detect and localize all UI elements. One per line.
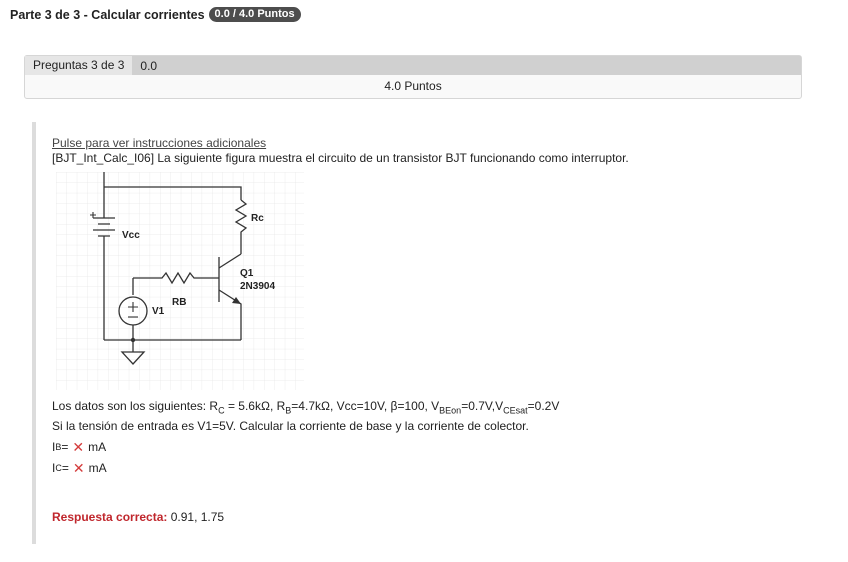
answer-eq: =: [61, 461, 69, 475]
wrong-x-icon: ✕: [72, 439, 85, 455]
correct-answer: [52, 510, 224, 524]
answer-eq: =: [61, 440, 69, 454]
answer-var: I: [52, 440, 56, 454]
vcc-label: Vcc: [122, 230, 140, 241]
answer-ic: [52, 461, 107, 475]
page-title: Parte 3 de 3 - Calcular corrientes: [10, 7, 205, 22]
correct-answer-value: 0.91, 1.75: [167, 510, 225, 524]
answer-sub: C: [55, 463, 62, 473]
data-text: =0.2V: [527, 399, 560, 413]
data-text: Los datos son los siguientes: R: [52, 399, 219, 413]
correct-answer-label: Respuesta correcta:: [52, 510, 168, 524]
v1-label: V1: [152, 306, 165, 317]
data-sub: C: [218, 405, 225, 416]
q1-label: Q1: [240, 268, 254, 279]
rc-label: Rc: [251, 213, 264, 224]
data-text: = 5.6kΩ, R: [224, 399, 286, 413]
question-bar: [24, 55, 802, 99]
junction-dot: [131, 338, 135, 342]
answer-unit: mA: [88, 461, 107, 475]
given-data: [52, 399, 559, 415]
question-counter: Preguntas 3 de 3: [25, 56, 132, 75]
question-score: 0.0: [140, 58, 158, 73]
instructions-link[interactable]: Pulse para ver instrucciones adicionales: [52, 136, 267, 150]
data-sub: B: [285, 405, 292, 416]
answer-var: I: [52, 461, 56, 475]
points-badge: 0.0 / 4.0 Puntos: [209, 7, 301, 22]
question-points: 4.0 Puntos: [384, 79, 442, 93]
data-sub: BEon: [439, 405, 462, 416]
answer-unit: mA: [88, 440, 107, 454]
question-prompt: Si la tensión de entrada es V1=5V. Calcular la corriente de base y la corriente de colector.: [52, 419, 529, 433]
data-text: =4.7kΩ, Vcc=10V, β=100, V: [291, 399, 440, 413]
question-body: [32, 122, 836, 544]
transistor-model-label: 2N3904: [240, 281, 276, 292]
answer-ib: [52, 440, 106, 454]
data-text: =0.7V,V: [461, 399, 504, 413]
rb-label: RB: [172, 297, 187, 308]
question-statement: [BJT_Int_Calc_I06] La siguiente figura muestra el circuito de un transistor BJT funcionando como interruptor.: [52, 151, 629, 165]
circuit-diagram: [56, 172, 304, 390]
data-sub: CEsat: [503, 405, 528, 416]
wrong-x-icon: ✕: [72, 460, 85, 476]
answer-sub: B: [55, 442, 62, 452]
page-header: [10, 7, 301, 22]
